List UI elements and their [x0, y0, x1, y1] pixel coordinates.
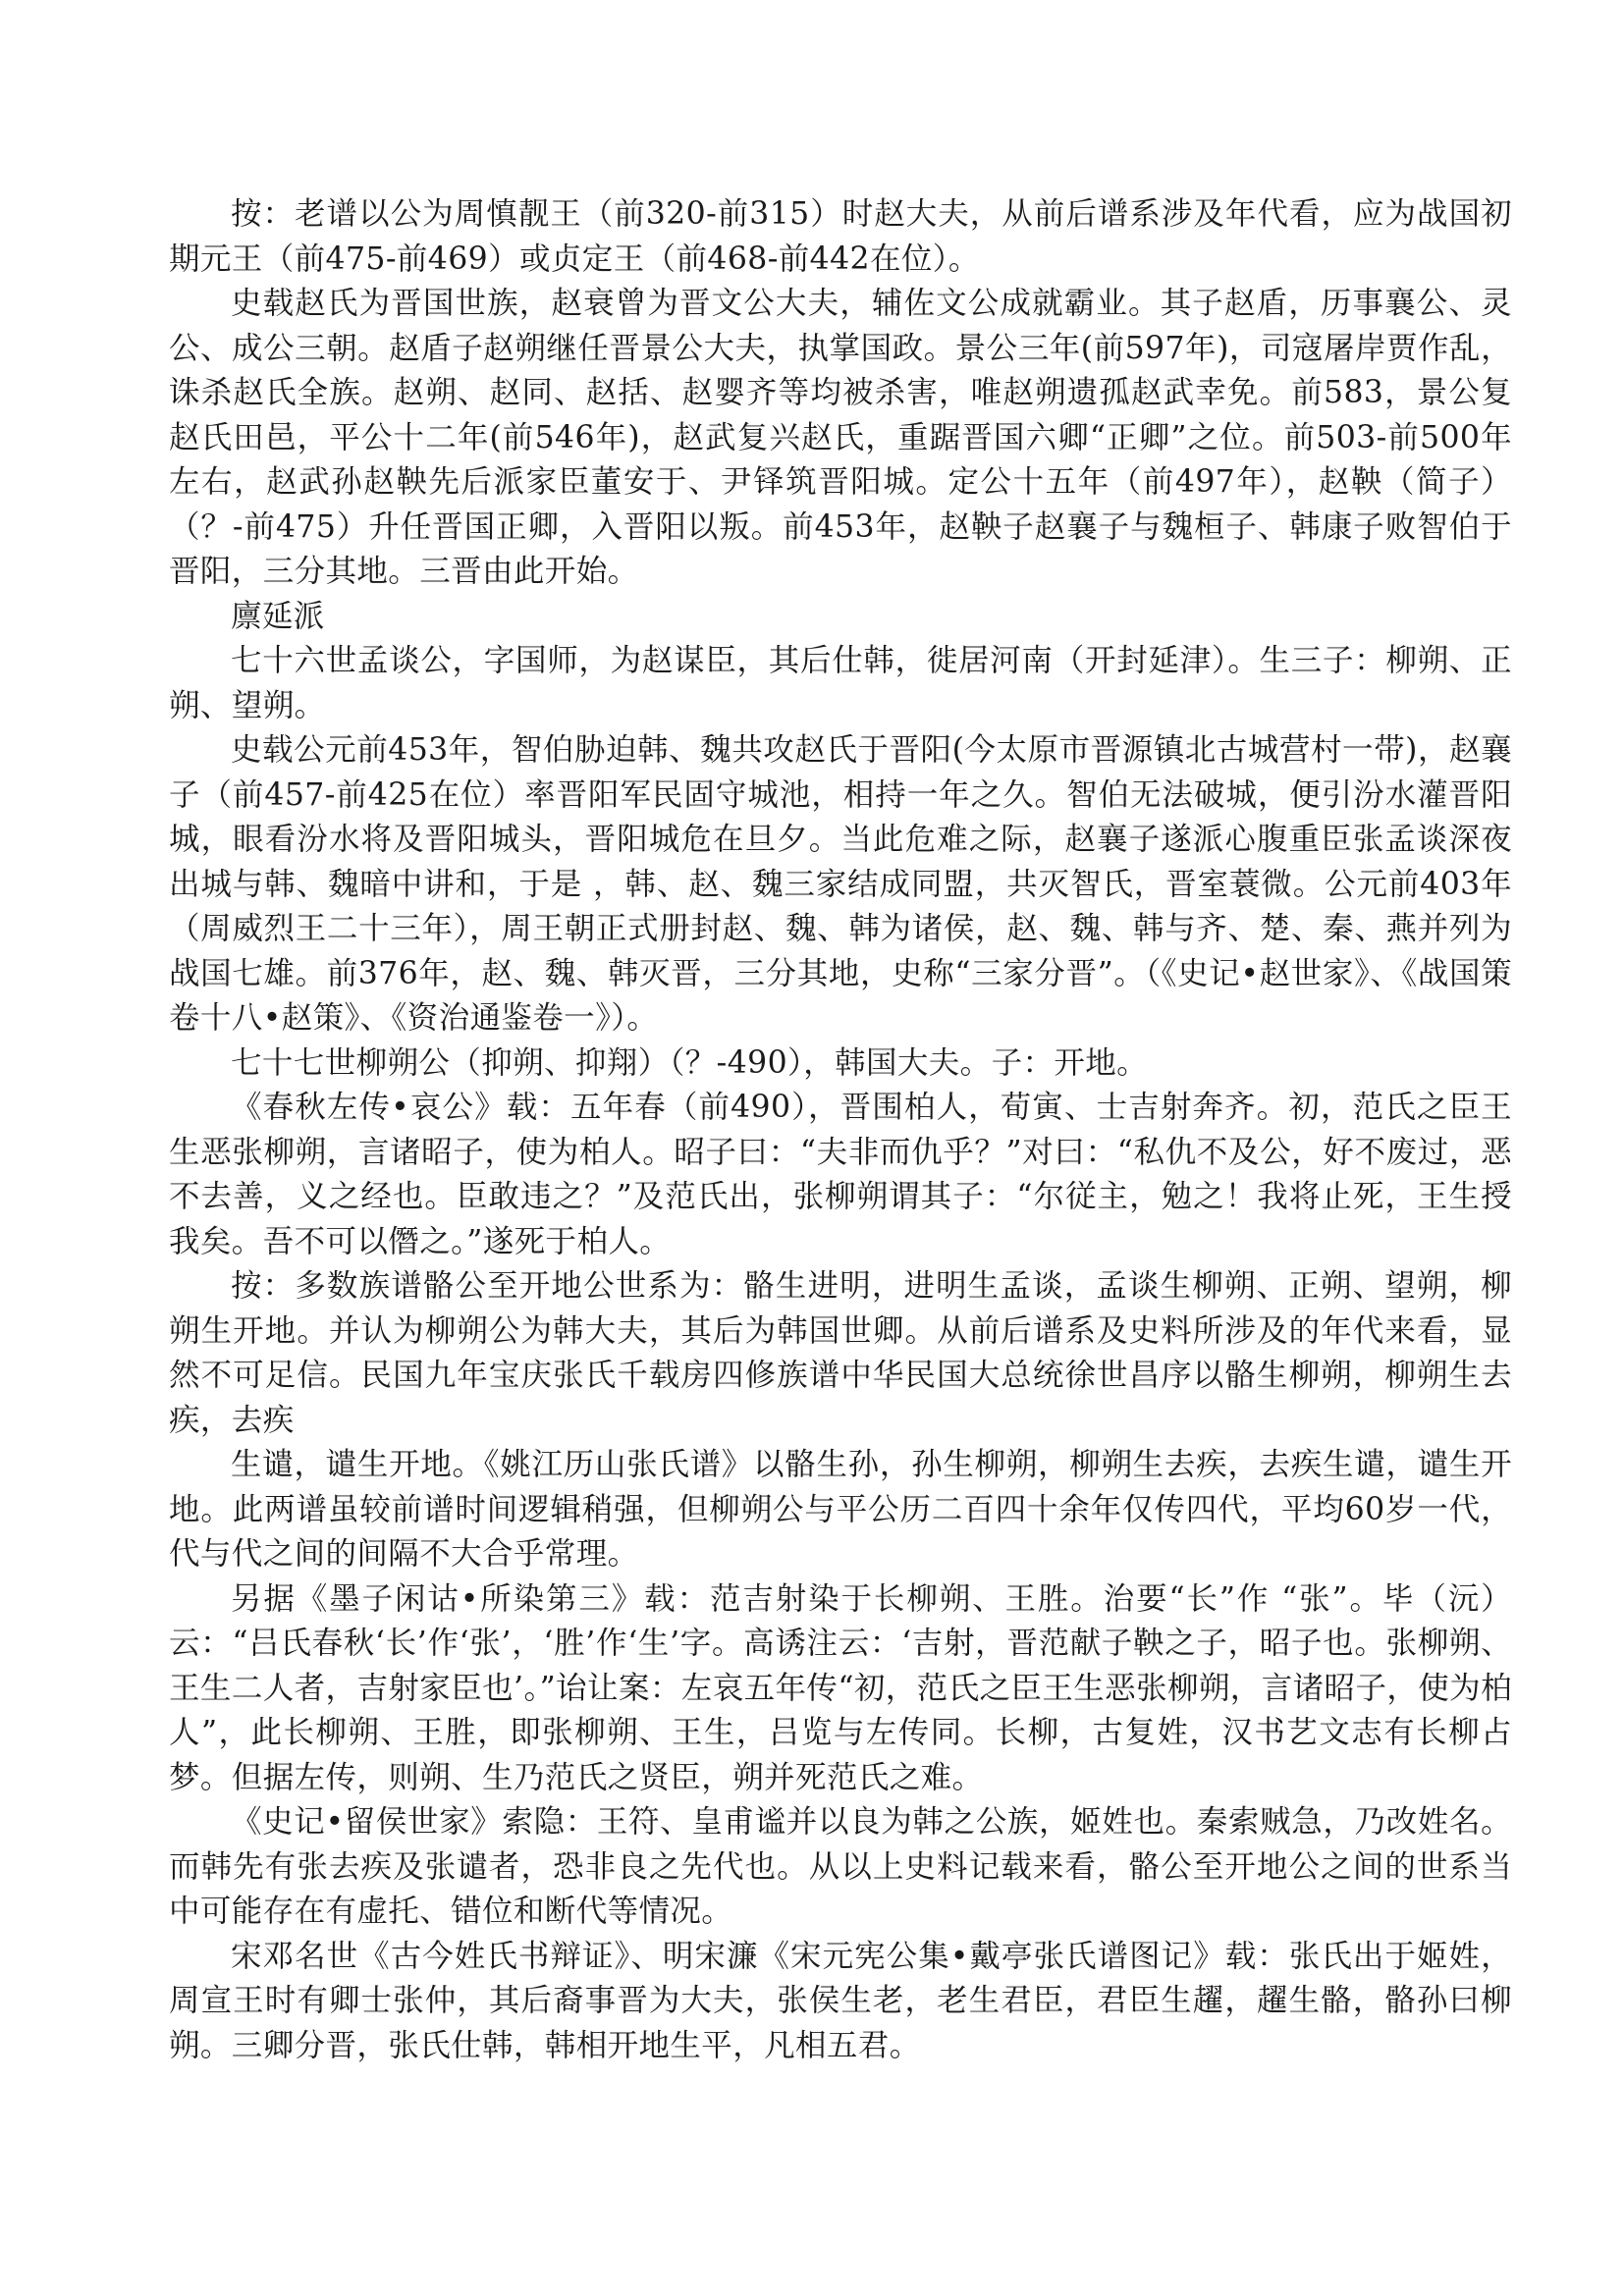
paragraph-liushuo-gong: 七十七世柳朔公（抑朔、抑翔）（？-490），韩国大夫。子：开地。 — [231, 1044, 1149, 1081]
paragraph-zuozhuan-aigong: 《春秋左传•哀公》载：五年春（前490），晋围柏人，荀寅、士吉射奔齐。初，范氏之臣王生恶张柳朔，言诸昭子，使为柏人。昭子曰：“夫非而仇乎？”对曰：“私仇不及公，好不废过，恶不去善，义之经也。臣敢违之？”及范氏出，张柳朔谓其子：“尔従主，勉之！我将止死，王生授我矣。吾不可以僭之。”遂死于柏人。 — [169, 1090, 1512, 1259]
paragraph-shiji-liuhou: 《史记•留侯世家》索隐：王符、皇甫谧并以良为韩之公族，姬姓也。秦索贼急，乃改姓名。而韩先有张去疾及张谴者，恐非良之先代也。从以上史料记载来看，骼公至开地公之间的世系当中可能存在有虚托、错位和断代等情况。 — [169, 1804, 1512, 1929]
section-heading-linyan-branch: 廪延派 — [231, 598, 325, 634]
paragraph-yaojiang-lineage: 生谴，谴生开地。《姚江历山张氏谱》以骼生孙，孙生柳朔，柳朔生去疾，去疾生谴，谴生开地。此两谱虽较前谱时间逻辑稍强，但柳朔公与平公历二百四十余年仅传四代，平均60岁一代，代与代之间的间隔不大合乎常理。 — [169, 1447, 1512, 1572]
paragraph-mengtan-gong: 七十六世孟谈公，字国师，为赵谋臣，其后仕韩，徙居河南（开封延津）。生三子：柳朔、正朔、望朔。 — [169, 643, 1512, 723]
paragraph-mozi-xiangu: 另据《墨子闲诂•所染第三》载：范吉射染于长柳朔、王胜。治要“长”作 “张”。毕（沅）云：“吕氏春秋‘长’作‘张’，‘胜’作‘生’字。高诱注云：‘吉射，晋范献子鞅之子，昭子也。张柳朔、王生二人者，吉射家臣也’。”诒让案：左哀五年传“初，范氏之臣王生恶张柳朔，言诸昭子，使为柏人”，此长柳朔、王胜，即张柳朔、王生，吕览与左传同。长柳，古复姓，汉书艺文志有长柳占梦。但据左传，则朔、生乃范氏之贤臣，朔并死范氏之难。 — [169, 1580, 1512, 1795]
paragraph-jinyang-siege: 史载公元前453年，智伯胁迫韩、魏共攻赵氏于晋阳(今太原市晋源镇北古城营村一带)，赵襄子（前457-前425在位）率晋阳军民固守城池，相持一年之久。智伯无法破城，便引汾水灌晋阳城，眼看汾水将及晋阳城头，晋阳城危在旦夕。当此危难之际，赵襄子遂派心腹重臣张孟谈深夜出城与韩、魏暗中讲和，于是 ，韩、赵、魏三家结成同盟，共灭智氏，晋室蓑微。公元前403年（周威烈王二十三年），周王朝正式册封赵、魏、韩为诸侯，赵、魏、韩与齐、楚、秦、燕并列为战国七雄。前376年，赵、魏、韩灭晋，三分其地，史称“三家分晋”。（《史记•赵世家》、《战国策卷十八•赵策》、《资治通鉴卷一》）。 — [169, 732, 1512, 1036]
document-page — [169, 192, 1512, 2068]
paragraph-zhao-history: 史载赵氏为晋国世族，赵衰曾为晋文公大夫，辅佐文公成就霸业。其子赵盾，历事襄公、灵公、成公三朝。赵盾子赵朔继任晋景公大夫，执掌国政。景公三年(前597年)，司寇屠岸贾作乱，诛杀赵氏全族。赵朔、赵同、赵括、赵婴齐等均被杀害，唯赵朔遗孤赵武幸免。前583，景公复赵氏田邑，平公十二年(前546年)，赵武复兴赵氏，重踞晋国六卿“正卿”之位。前503-前500年左右，赵武孙赵鞅先后派家臣董安于、尹铎筑晋阳城。定公十五年（前497年），赵鞅（简子）（？-前475）升任晋国正卿，入晋阳以叛。前453年，赵鞅子赵襄子与魏桓子、韩康子败智伯于晋阳，三分其地。三晋由此开始。 — [169, 286, 1512, 589]
paragraph-note-lineage: 按：多数族谱骼公至开地公世系为：骼生进明，进明生孟谈，孟谈生柳朔、正朔、望朔，柳朔生开地。并认为柳朔公为韩大夫，其后为韩国世卿。从前后谱系及史料所涉及的年代来看，显然不可足信。民国九年宝庆张氏千载房四修族谱中华民国大总统徐世昌序以骼生柳朔，柳朔生去疾，去疾 — [169, 1268, 1512, 1438]
paragraph-note-dating: 按：老谱以公为周慎靓王（前320-前315）时赵大夫，从前后谱系涉及年代看，应为战国初期元王（前475-前469）或贞定王（前468-前442在位）。 — [169, 196, 1512, 277]
paragraph-song-deng-mingshi: 宋邓名世《古今姓氏书辩证》、明宋濂《宋元宪公集•戴亭张氏谱图记》载：张氏出于姬姓，周宣王时有卿士张仲，其后裔事晋为大夫，张侯生老，老生君臣，君臣生趯，趯生骼，骼孙曰柳朔。三卿分晋，张氏仕韩，韩相开地生平，凡相五君。 — [169, 1938, 1512, 2063]
